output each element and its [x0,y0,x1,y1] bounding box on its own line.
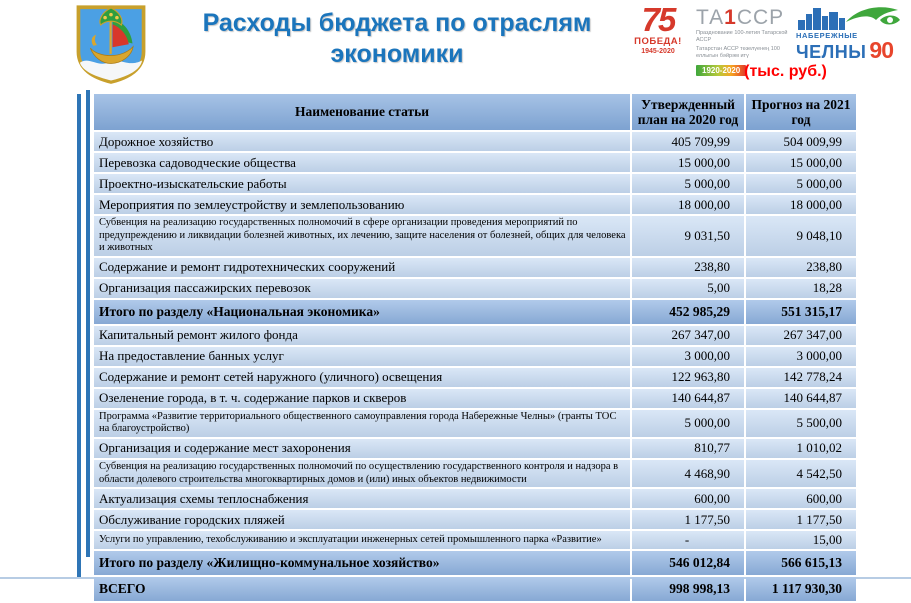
forecast-2021-value: 1 117 930,30 [746,577,856,601]
plan-2020-value: 5 000,00 [632,410,744,437]
victory-75-logo [628,1,688,56]
plan-2020-value: 1 177,50 [632,510,744,529]
row-label: Капитальный ремонт жилого фонда [94,326,630,345]
plan-2020-value: 140 644,87 [632,389,744,408]
plan-2020-value: 546 012,84 [632,551,744,575]
row-label: Мероприятия по землеустройству и землепользованию [94,195,630,214]
table-row [94,410,856,437]
forecast-2021-value: 504 009,99 [746,132,856,151]
plan-2020-value: 998 998,13 [632,577,744,601]
plan-2020-value: 5 000,00 [632,174,744,193]
table-row [94,153,856,172]
plan-2020-value: 9 031,50 [632,216,744,256]
units-label: (тыс. руб.) [744,63,827,80]
plan-2020-value: 3 000,00 [632,347,744,366]
row-label: Содержание и ремонт сетей наружного (уличного) освещения [94,368,630,387]
row-label: Актуализация схемы теплоснабжения [94,489,630,508]
forecast-2021-value: 9 048,10 [746,216,856,256]
plan-2020-value: 122 963,80 [632,368,744,387]
table-row [94,439,856,458]
total-row [94,577,856,601]
total-row [94,300,856,324]
forecast-2021-value: 3 000,00 [746,347,856,366]
plan-2020-value: 405 709,99 [632,132,744,151]
plan-2020-value: 452 985,29 [632,300,744,324]
forecast-2021-value: 15,00 [746,531,856,549]
row-label: Дорожное хозяйство [94,132,630,151]
table-row [94,195,856,214]
table-row [94,216,856,256]
table-row [94,258,856,277]
chelny-90-logo [796,4,906,63]
row-label: Организация пассажирских перевозок [94,279,630,298]
plan-2020-value: 15 000,00 [632,153,744,172]
column-header-name: Наименование статьи [94,94,630,130]
tassr-caption-tt: Татарстан АССР төзелүенең 100 еллыгын бәйрәм итү [696,45,780,59]
row-label: ВСЕГО [94,577,630,601]
tassr-wordmark: ТА1ССР [696,6,785,29]
row-label: Итого по разделу «Жилищно-коммунальное хозяйство» [94,551,630,575]
forecast-2021-value: 18 000,00 [746,195,856,214]
chelny-line1: НАБЕРЕЖНЫЕ [796,31,858,40]
row-label: Перевозка садоводческие общества [94,153,630,172]
total-row [94,551,856,575]
table-row [94,132,856,151]
coat-of-arms-icon [74,5,148,85]
forecast-2021-value: 267 347,00 [746,326,856,345]
page-title-line2: экономики [330,39,464,68]
forecast-2021-value: 238,80 [746,258,856,277]
left-accent-bar-outer [77,94,81,577]
forecast-2021-value: 18,28 [746,279,856,298]
left-accent-bar-inner [86,90,90,557]
forecast-2021-value: 551 315,17 [746,300,856,324]
plan-2020-value: 600,00 [632,489,744,508]
table-row [94,510,856,529]
row-label: Организация и содержание мест захоронения [94,439,630,458]
forecast-2021-value: 5 500,00 [746,410,856,437]
table-row [94,279,856,298]
forecast-2021-value: 600,00 [746,489,856,508]
table-row [94,389,856,408]
tassr-years-badge: 1920-2020 [696,65,746,76]
forecast-2021-value: 1 177,50 [746,510,856,529]
plan-2020-value: 18 000,00 [632,195,744,214]
forecast-2021-value: 140 644,87 [746,389,856,408]
plan-2020-value: - [632,531,744,549]
forecast-2021-value: 4 542,50 [746,460,856,487]
forecast-2021-value: 142 778,24 [746,368,856,387]
row-label: Итого по разделу «Национальная экономика» [94,300,630,324]
victory-75-years: 1945-2020 [641,48,675,56]
row-label: Субвенция на реализацию государственных полномочий в сфере организации проведения мероприятий по предупреждению и ликвидации болезней животных, их лечению, защите населения от болезней, общих для человека и животных [94,216,630,256]
table-row [94,460,856,487]
page-title [163,8,631,69]
victory-75-label: ПОБЕДА! [634,36,682,48]
forecast-2021-value: 5 000,00 [746,174,856,193]
forecast-2021-value: 15 000,00 [746,153,856,172]
table-row [94,368,856,387]
forecast-2021-value: 566 615,13 [746,551,856,575]
plan-2020-value: 810,77 [632,439,744,458]
budget-table [92,92,858,603]
row-label: Озеленение города, в т. ч. содержание парков и скверов [94,389,630,408]
row-label: Субвенция на реализацию государственных полномочий по осуществлению государственного контроля и надзора в области долевого строительства многоквартирных домов и (или) иных объектов недвижимости [94,460,630,487]
table-row [94,174,856,193]
column-header-plan-2020: Утвержденный план на 2020 год [632,94,744,130]
chelny-skyline-bird-icon [796,4,904,32]
budget-table-body [94,132,856,601]
table-row [94,347,856,366]
victory-75-number: 75 [641,1,675,38]
row-label: Проектно-изыскательские работы [94,174,630,193]
row-label: Услуги по управлению, техобслуживанию и эксплуатации инженерных сетей промышленного парка «Развитие» [94,531,630,549]
table-row [94,326,856,345]
row-label: На предоставление банных услуг [94,347,630,366]
page-title-line1: Расходы бюджета по отраслям [202,9,592,37]
tassr-caption-ru: Празднование 100-летия Татарской АССР [696,30,788,43]
plan-2020-value: 5,00 [632,279,744,298]
forecast-2021-value: 1 010,02 [746,439,856,458]
chelny-90-number: 90 [869,36,893,63]
plan-2020-value: 267 347,00 [632,326,744,345]
column-header-forecast-2021: Прогноз на 2021 год [746,94,856,130]
chelny-line2: ЧЕЛНЫ [796,42,867,62]
plan-2020-value: 238,80 [632,258,744,277]
row-label: Программа «Развитие территориального общественного самоуправления города Набережные Челны» (гранты ТОС на благоустройство) [94,410,630,437]
row-label: Обслуживание городских пляжей [94,510,630,529]
plan-2020-value: 4 468,90 [632,460,744,487]
table-row [94,531,856,549]
row-label: Содержание и ремонт гидротехнических сооружений [94,258,630,277]
table-row [94,489,856,508]
table-header-row [94,94,856,130]
